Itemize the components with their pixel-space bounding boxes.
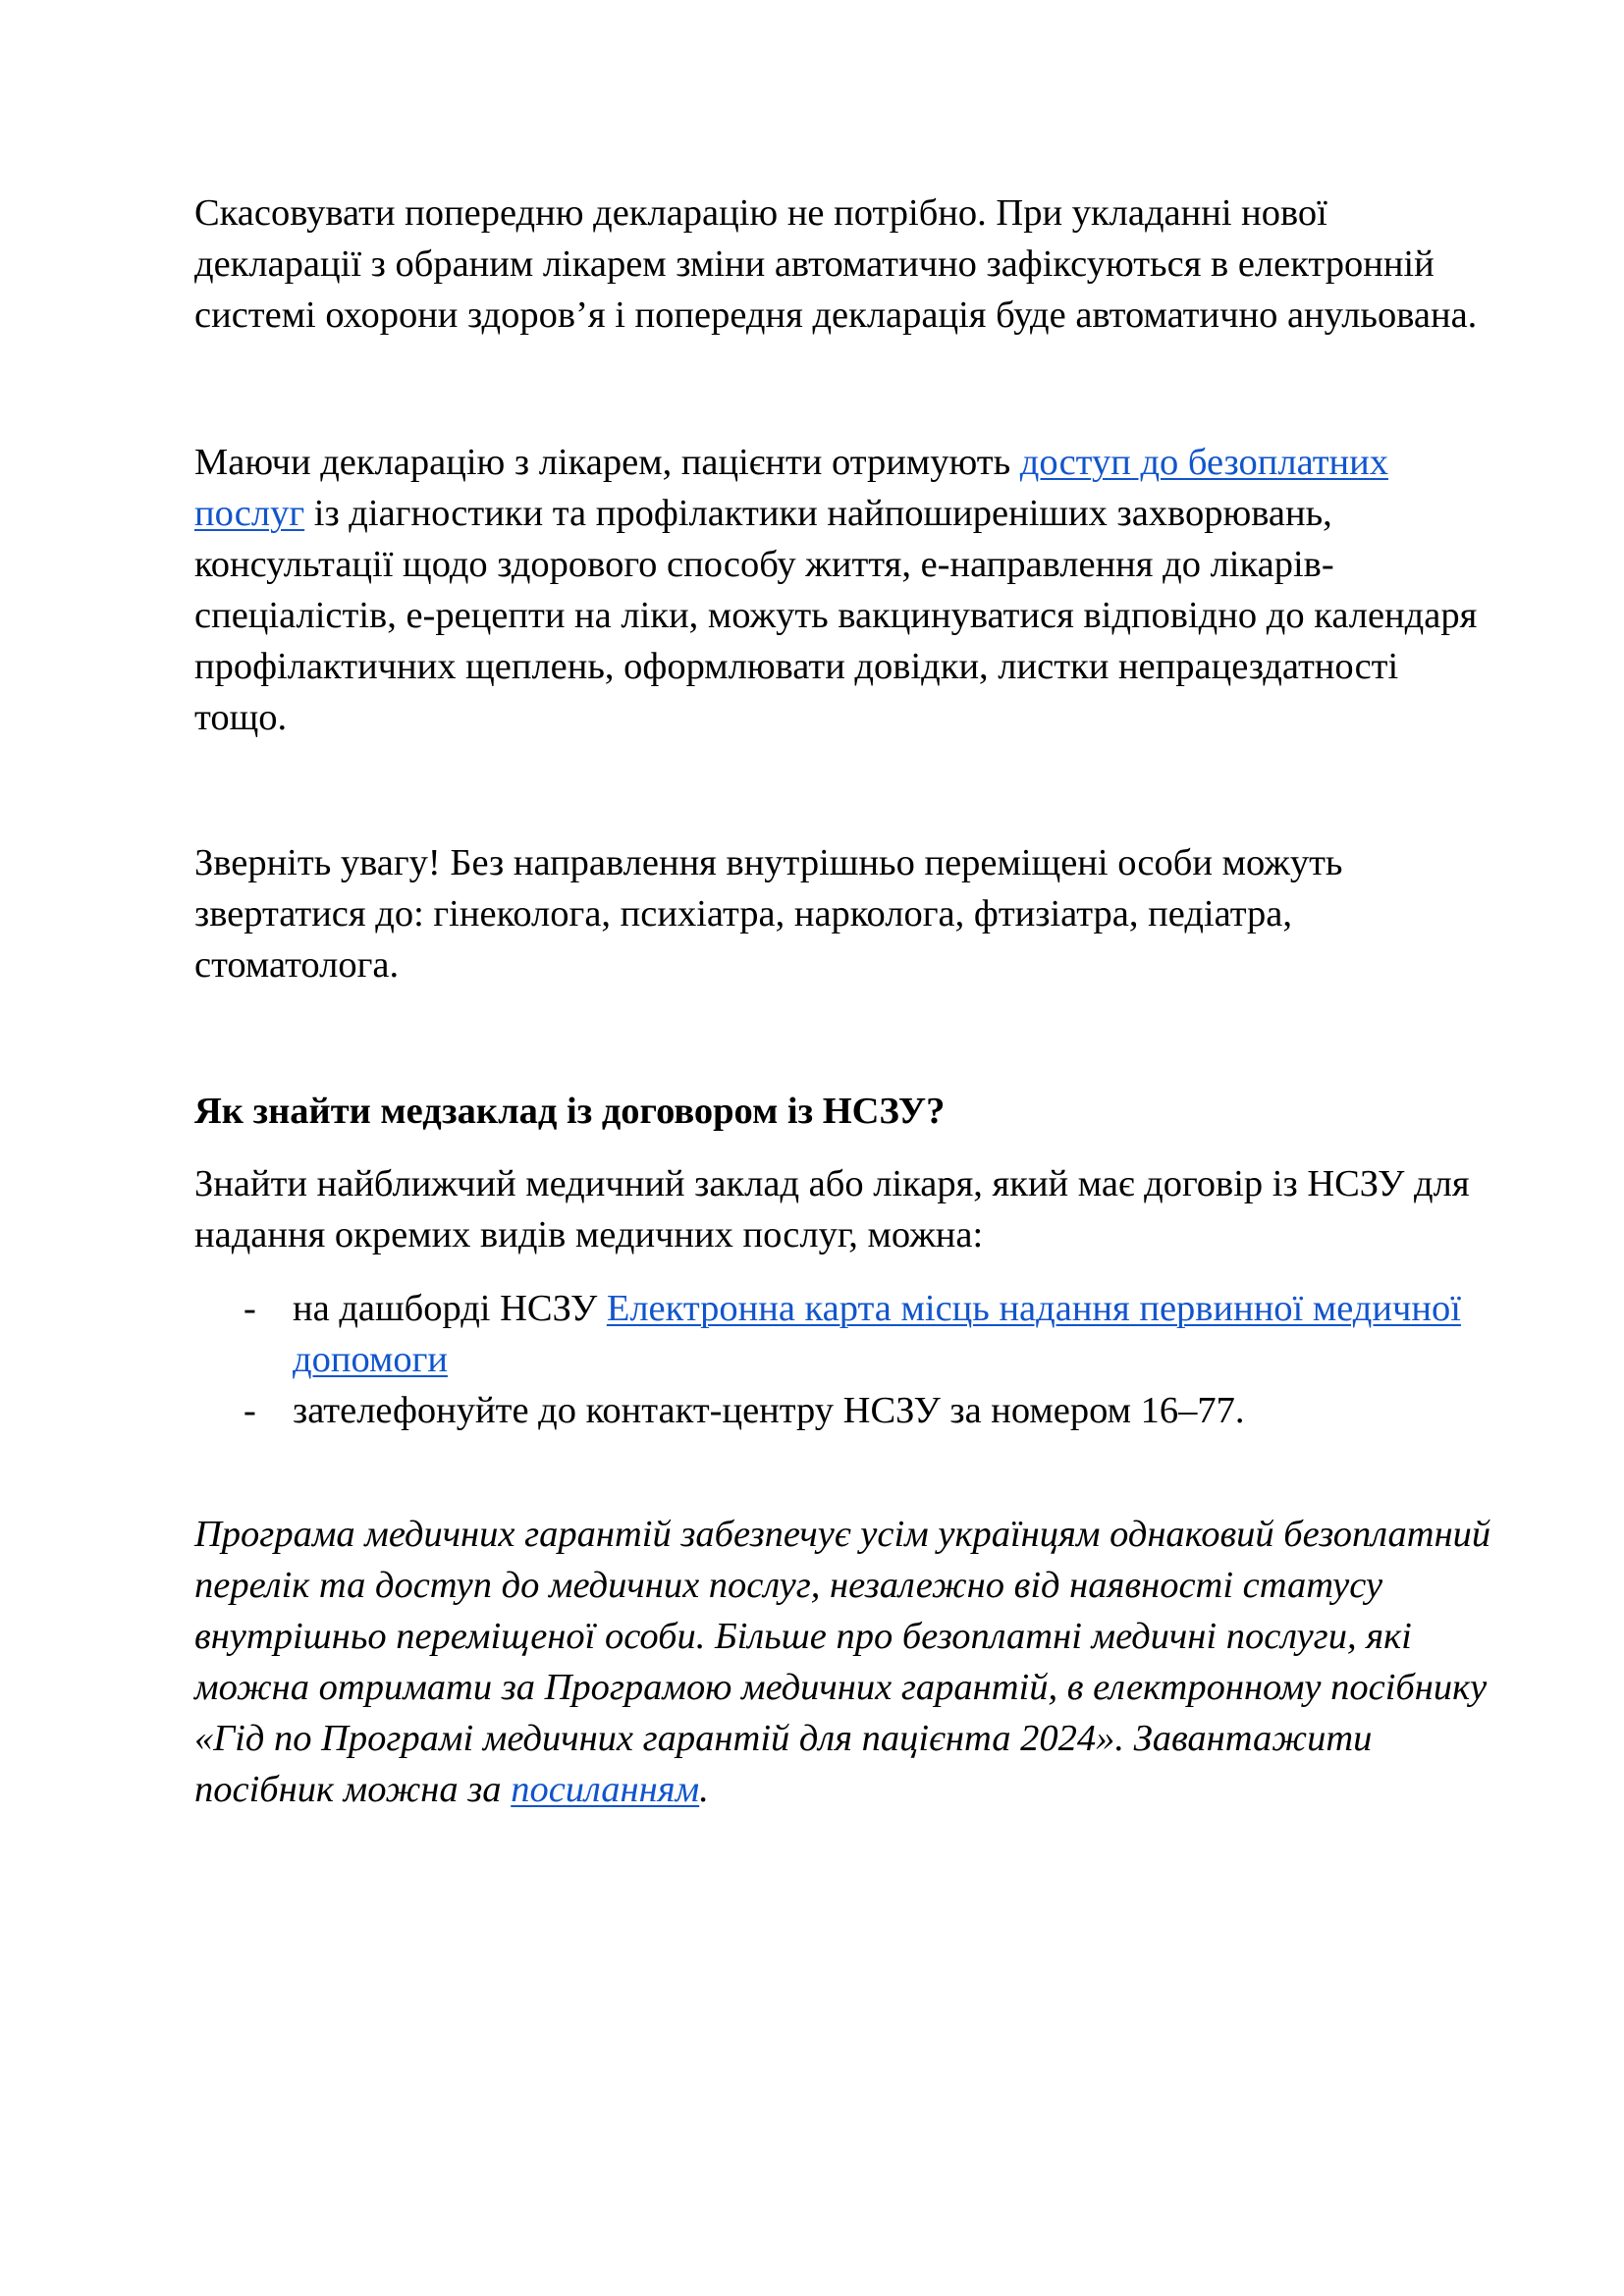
text-line	[194, 488, 1569, 539]
text-segment: Маючи декларацію з лікарем, пацієнти отримують	[194, 442, 1020, 483]
text-line: профілактичних щеплень, оформлювати довідки, листки непрацездатності	[194, 646, 1399, 687]
text-line: спеціалістів, е-рецепти на ліки, можуть вакцинуватися відповідно до календаря	[194, 595, 1478, 636]
text-line: зателефонуйте до контакт-центру НСЗУ за номером 16–77.	[293, 1390, 1245, 1431]
text-line	[194, 1764, 1569, 1815]
text-segment: посібник можна за	[194, 1769, 512, 1810]
options-list	[194, 1283, 1569, 1436]
section-heading: Як знайти медзаклад із договором із НСЗУ?	[194, 1091, 946, 1132]
text-line: Програма медичних гарантій забезпечує усім українцям однаковий безоплатний	[194, 1514, 1491, 1555]
text-segment: .	[699, 1769, 709, 1810]
text-line	[194, 437, 1569, 488]
text-line: тощо.	[194, 697, 288, 738]
free-services-link[interactable]: доступ до безоплатних	[1019, 442, 1388, 483]
text-line: надання окремих видів медичних послуг, можна:	[194, 1214, 984, 1255]
text-segment: із діагностики та профілактики найпоширеніших захворювань,	[304, 493, 1332, 534]
text-line: консультації щодо здорового способу життя, е-направлення до лікарів-	[194, 544, 1334, 585]
text-line: звертатися до: гінеколога, психіатра, нарколога, фтизіатра, педіатра,	[194, 893, 1292, 934]
e-map-link[interactable]: Електронна карта місць надання первинної медичної	[606, 1288, 1461, 1329]
note-paragraph	[194, 1509, 1569, 1815]
text-segment: на дашборді НСЗУ	[293, 1288, 607, 1329]
e-map-link-continued[interactable]: допомоги	[293, 1339, 448, 1380]
text-line: стоматолога.	[194, 944, 400, 986]
text-line	[293, 1334, 1569, 1385]
paragraph-find-facility	[194, 1158, 1569, 1260]
text-line: Скасовувати попередню декларацію не потрібно. При укладанні нової	[194, 192, 1327, 234]
list-item	[194, 1385, 1569, 1436]
text-line: Зверніть увагу! Без направлення внутрішньо переміщені особи можуть	[194, 842, 1343, 883]
bullet-dash: -	[244, 1390, 256, 1431]
text-line: внутрішньо переміщеної особи. Більше про безоплатні медичні послуги, які	[194, 1616, 1412, 1657]
text-line: перелік та доступ до медичних послуг, незалежно від наявності статусу	[194, 1565, 1383, 1606]
paragraph-attention	[194, 837, 1569, 990]
text-line	[293, 1283, 1569, 1334]
text-line: «Гід по Програмі медичних гарантій для пацієнта 2024». Завантажити	[194, 1718, 1373, 1759]
list-item	[194, 1283, 1569, 1385]
paragraph-declaration-cancel	[194, 187, 1569, 341]
paragraph-services	[194, 437, 1569, 743]
text-line: декларації з обраним лікарем зміни автоматично зафіксуються в електронній	[194, 243, 1435, 285]
guide-download-link[interactable]: посиланням	[511, 1769, 700, 1810]
free-services-link-continued[interactable]: послуг	[194, 493, 305, 534]
bullet-dash: -	[244, 1288, 256, 1329]
text-line: Знайти найближчий медичний заклад або лікаря, який має договір із НСЗУ для	[194, 1163, 1470, 1204]
text-line: системі охорони здоров’я і попередня декларація буде автоматично анульована.	[194, 294, 1478, 336]
text-line: можна отримати за Програмою медичних гарантій, в електронному посібнику	[194, 1667, 1488, 1708]
